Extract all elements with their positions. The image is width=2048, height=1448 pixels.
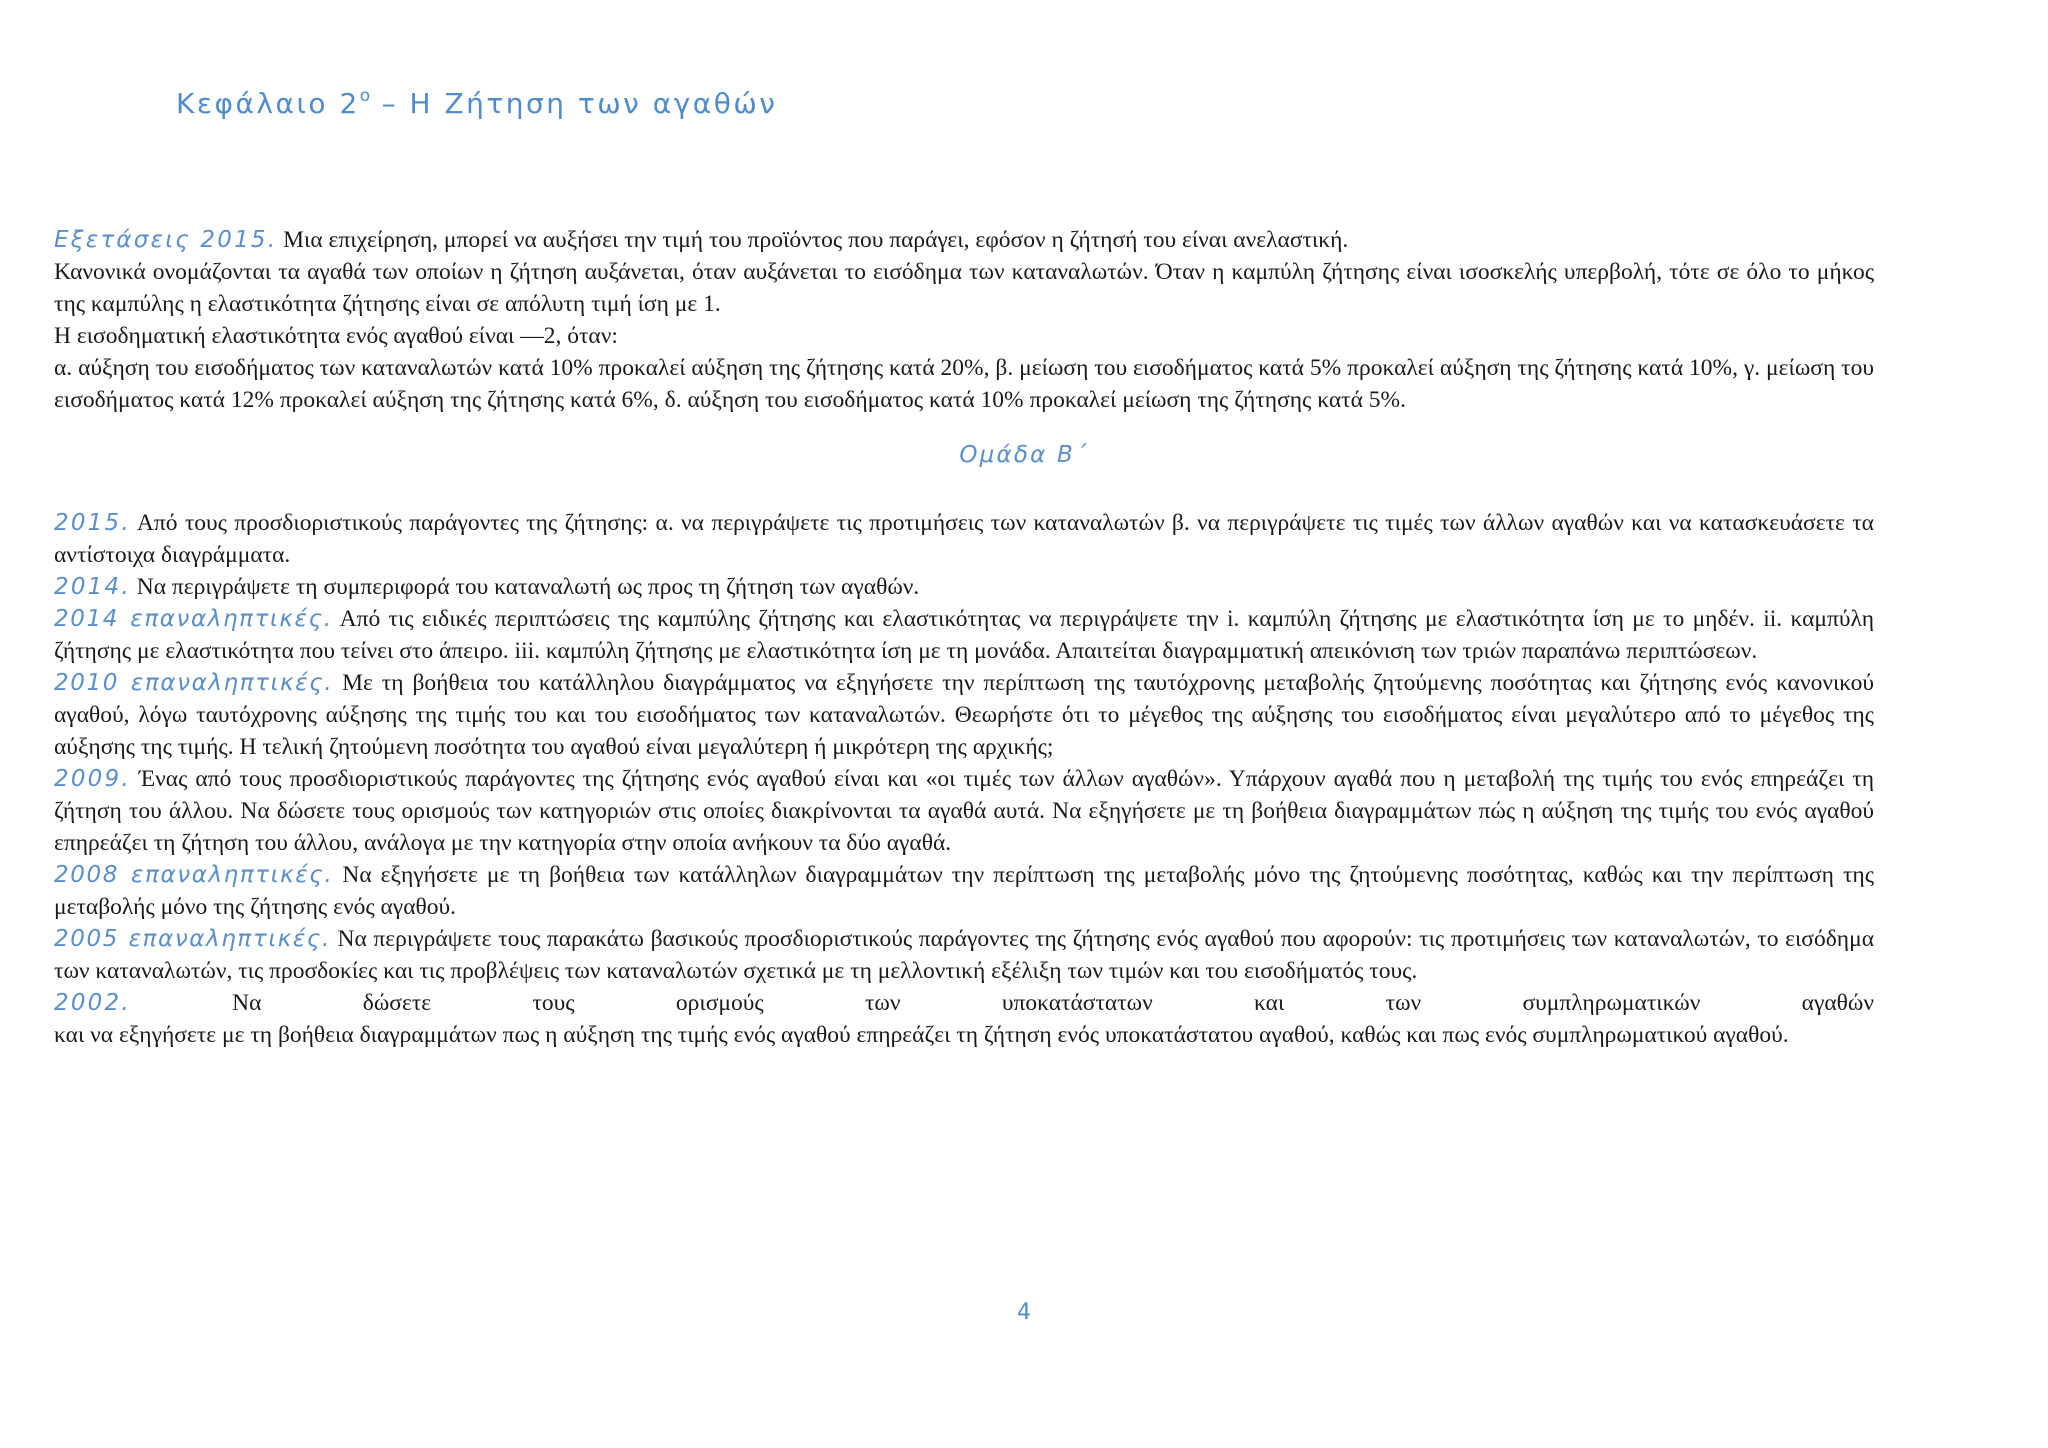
exam-label: 2015. — [54, 510, 131, 536]
question-text: Να περιγράψετε τους παρακάτω βασικούς προσδιοριστικούς παράγοντες της ζήτησης ενός αγαθού που αφορούν: τις προτιμήσεις των καταναλωτών, το εισόδημα των καταναλωτών, τις προσδοκίες και τις προβλέψεις των καταναλωτών σχετικά με τη μελλοντική εξέλιξη των τιμών και του εισοδήματός τους. — [54, 926, 1875, 984]
exam-label: 2014. — [54, 574, 131, 600]
exam-label: Εξετάσεις 2015. — [54, 227, 278, 253]
exam-question — [54, 859, 1874, 923]
chapter-ordinal-superscript: ο — [359, 86, 371, 106]
exam-question — [54, 571, 1874, 603]
exam-label: 2010 επαναληπτικές. — [54, 670, 334, 696]
question-text: Με τη βοήθεια του κατάλληλου διαγράμματος να εξηγήσετε την περίπτωση της ταυτόχρονης μεταβολής ζητούμενης ποσότητας και ζήτησης ενός κανονικού αγαθού, λόγω ταυτόχρονης αύξησης της τιμής του και του εισοδήματος των καταναλωτών. Θεωρήστε ότι το μέγεθος της αύξησης του εισοδήματος είναι μεγαλύτερο από το μέγεθος της αύξησης της τιμής. Η τελική ζητούμενη ποσότητα του αγαθού είναι μεγαλύτερη ή μικρότερη της αρχικής; — [54, 670, 1874, 760]
question-text: Η εισοδηματική ελαστικότητα ενός αγαθού είναι —2, όταν: — [54, 323, 618, 349]
exam-label: 2005 επαναληπτικές. — [54, 926, 331, 952]
group-b-heading: Ομάδα Β΄ — [959, 442, 1089, 468]
chapter-title-prefix: Κεφάλαιο 2 — [176, 87, 360, 120]
exam-question-first-line — [54, 987, 1874, 1019]
question-text: Να περιγράψετε τη συμπεριφορά του καταναλωτή ως προς τη ζήτηση των αγαθών. — [130, 574, 920, 600]
question-text: α. αύξηση του εισοδήματος των καταναλωτών κατά 10% προκαλεί αύξηση της ζήτησης κατά 20%, β. μείωση του εισοδήματος κατά 5% προκαλεί αύξηση της ζήτησης κατά 10%, γ. μείωση του εισοδήματος κατά 12% προκαλεί αύξηση της ζήτησης κατά 6%, δ. αύξηση του εισοδήματος κατά 10% προκαλεί μείωση της ζήτησης κατά 5%. — [54, 355, 1874, 413]
question-text: Ένας από τους προσδιοριστικούς παράγοντες της ζήτησης ενός αγαθού είναι και «οι τιμές των άλλων αγαθών». Υπάρχουν αγαθά που η μεταβολή της τιμής του ενός επηρεάζει τη ζήτηση του άλλου. Να δώσετε τους ορισμούς των κατηγοριών στις οποίες διακρίνονται τα αγαθά αυτά. Να εξηγήσετε με τη βοήθεια διαγραμμάτων πώς η αύξηση της τιμής του ενός αγαθού επηρεάζει τη ζήτηση του άλλου, ανάλογα με την κατηγορία στην οποία ανήκουν τα δύο αγαθά. — [54, 766, 1874, 856]
exam-question — [54, 763, 1874, 859]
exam-label: 2014 επαναληπτικές. — [54, 606, 333, 632]
exam-question — [54, 507, 1874, 571]
group-b-section — [54, 507, 1874, 1051]
exam-question — [54, 603, 1874, 667]
question-text: Από τις ειδικές περιπτώσεις της καμπύλης ζήτησης και ελαστικότητας να περιγράψετε την i. καμπύλη ζήτησης με ελαστικότητα ίση με το μηδέν. ii. καμπύλη ζήτησης με ελαστικότητα που τείνει στο άπειρο. iii. καμπύλη ζήτησης με ελαστικότητα ίση με τη μονάδα. Απαιτείται διαγραμματική απεικόνιση των τριών παραπάνω περιπτώσεων. — [54, 606, 1874, 664]
chapter-title-suffix: – Η Ζήτηση των αγαθών — [370, 87, 778, 120]
question-text: Από τους προσδιοριστικούς παράγοντες της ζήτησης: α. να περιγράψετε τις προτιμήσεις των καταναλωτών β. να περιγράψετε τις τιμές των άλλων αγαθών και να κατασκευάσετε τα αντίστοιχα διαγράμματα. — [54, 510, 1874, 568]
page-number: 4 — [1017, 1300, 1031, 1325]
exam-label: 2009. — [54, 766, 131, 792]
exam-question — [54, 667, 1874, 763]
exam-label: 2002. — [54, 990, 131, 1016]
question-text: Μια επιχείρηση, μπορεί να αυξήσει την τιμή του προϊόντος που παράγει, εφόσον η ζήτησή του είναι ανελαστική. — [277, 227, 1349, 253]
chapter-header — [176, 86, 777, 120]
question-text: Να δώσετε τους ορισμούς των υποκατάστατων και των συμπληρωματικών αγαθών — [130, 990, 1874, 1016]
group-a-section — [54, 224, 1874, 416]
exam-question — [54, 224, 1874, 256]
exam-question — [54, 923, 1874, 987]
question-text-continuation: και να εξηγήσετε με τη βοήθεια διαγραμμάτων πως η αύξηση της τιμής ενός αγαθού επηρεάζει τη ζήτηση ενός υποκατάστατου αγαθού, καθώς και πως ενός συμπληρωματικού αγαθού. — [54, 1022, 1789, 1048]
exam-label: 2008 επαναληπτικές. — [54, 862, 334, 888]
question-text: Να εξηγήσετε με τη βοήθεια των κατάλληλων διαγραμμάτων την περίπτωση της μεταβολής μόνο της ζητούμενης ποσότητας, καθώς και την περίπτωση της μεταβολής μόνο της ζήτησης ενός αγαθού. — [54, 862, 1874, 920]
question-text: Κανονικά ονομάζονται τα αγαθά των οποίων η ζήτηση αυξάνεται, όταν αυξάνεται το εισόδημα των καταναλωτών. Όταν η καμπύλη ζήτησης είναι ισοσκελής υπερβολή, τότε σε όλο το μήκος της καμπύλης η ελαστικότητα ζήτησης είναι σε απόλυτη τιμή ίση με 1. — [54, 259, 1874, 317]
